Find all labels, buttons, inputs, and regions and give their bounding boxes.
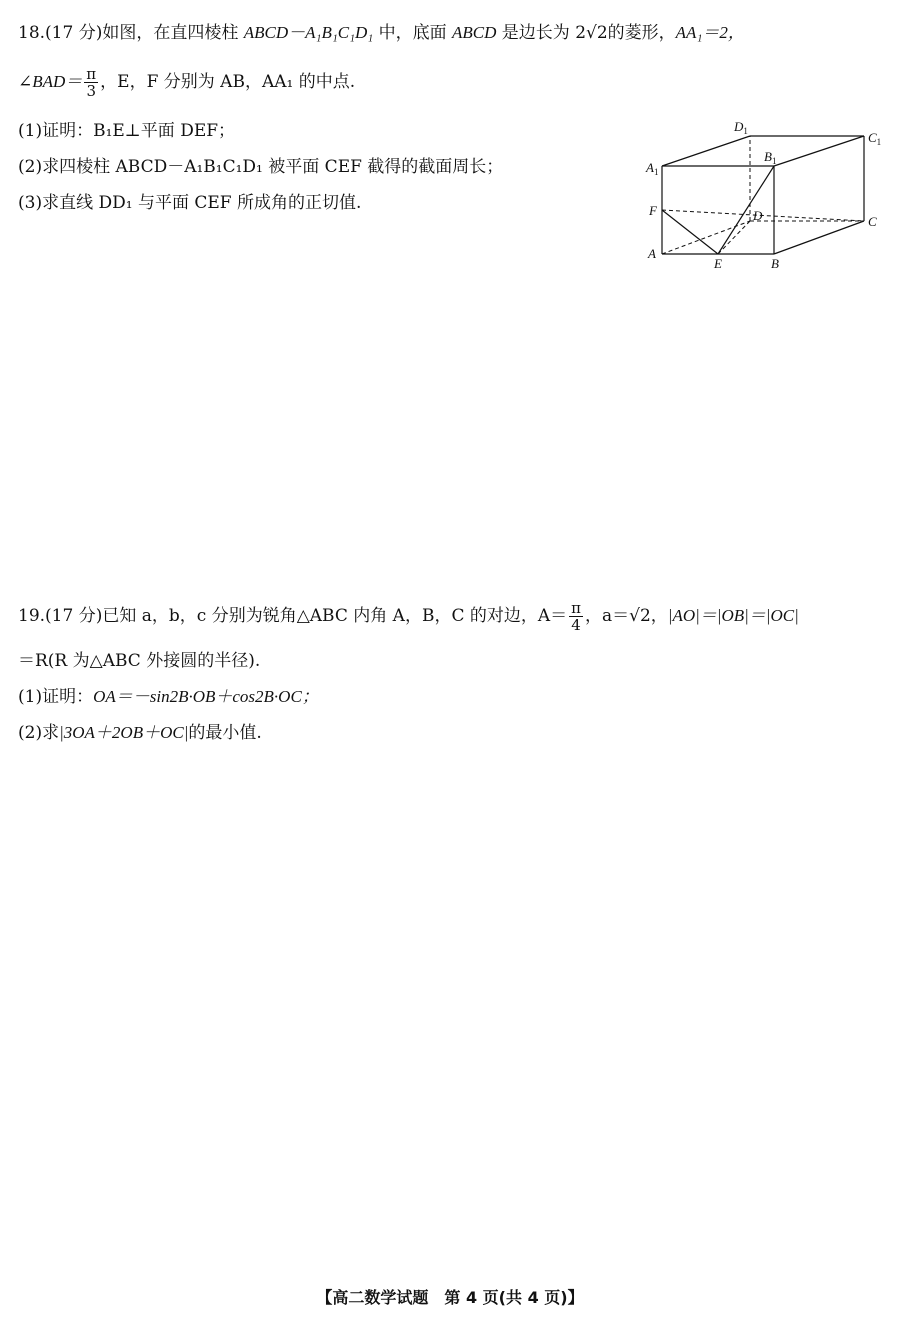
q19-part-2-expression: |3OA＋2OB＋OC| [59,723,189,742]
q18-angle: ∠BAD＝ [18,72,83,91]
segment-e-d-hidden [718,221,750,254]
q19-part-1 [18,686,319,708]
q19-line-2: ＝R(R 为△ABC 外接圆的半径). [18,651,261,671]
edge-a-d-hidden [662,221,750,254]
q18-number: 18. [18,23,46,43]
fraction-denominator: 3 [86,82,96,100]
fraction-numerator: π [571,599,581,617]
q19-part-2 [18,722,262,744]
q19-stem-1: 已知 a，b，c 分别为锐角△ABC 内角 A，B，C 的对边，A＝ [102,606,568,626]
q19-angle-fraction [569,600,583,633]
segment-b1-e [718,166,774,254]
q18-part-3: (3)求直线 DD₁ 与平面 CEF 所成角的正切值. [18,193,362,213]
label-c: C [868,214,877,229]
label-f: F [649,203,657,218]
label-e: E [714,256,722,271]
q18-base: ABCD [452,23,497,42]
q18-stem-3: 是边长为 [501,23,570,43]
fraction-denominator: 4 [571,616,581,634]
q18-line-1 [18,22,745,44]
q18-angle-fraction [84,66,98,99]
q18-stem-1: 如图，在直四棱柱 [102,23,239,43]
q18-prism: ABCD－A₁B₁C₁D₁ [243,23,374,42]
edge-b1-c1 [774,136,864,166]
q18-aa1: AA₁＝2， [675,23,745,42]
label-b: B [771,256,779,271]
q19-stem-2: ，a＝√2， [585,606,668,626]
q18-part-2: (2)求四棱柱 ABCD－A₁B₁C₁D₁ 被平面 CEF 截得的截面周长； [18,157,504,177]
q18-stem-2: 中，底面 [378,23,447,43]
q19-vector-equality: |AO|＝|OB|＝|OC| [667,606,799,625]
segment-f-c-hidden [662,210,864,221]
q18-line-2 [18,66,355,99]
q19-part-1-prefix: (1)证明： [18,687,94,707]
q19-number: 19. [18,606,46,626]
fraction-numerator: π [86,65,97,83]
page-footer: 【高二数学试题 第 4 页(共 4 页)】 [316,1288,584,1307]
label-c1: $C_1$ [868,130,882,147]
q18-stem-5: ，E，F 分别为 AB，AA₁ 的中点. [100,72,356,92]
q18-side: 2√2 [575,23,608,43]
edge-d1-a1 [662,136,750,166]
q19-score: (17 分) [45,606,103,626]
q19-part-2-suffix: 的最小值. [188,723,262,743]
label-b1: $B_1$ [764,149,777,166]
label-d1: $D_1$ [734,119,748,136]
q18-part-1: (1)证明：B₁E⊥平面 DEF； [18,121,236,141]
q19-part-1-expression: OA＝－sin2B·OB＋cos2B·OC； [93,687,319,706]
edge-b-c [774,221,864,254]
label-a: A [648,246,656,261]
q18-score: (17 分) [45,23,103,43]
q19-line-1 [18,600,799,633]
q18-stem-4: 的菱形， [607,23,676,43]
label-d: D [753,208,763,223]
label-a1: $A_1$ [646,160,659,177]
segment-f-e [662,210,718,254]
prism-figure [640,118,890,276]
q19-part-2-prefix: (2)求 [18,723,60,743]
